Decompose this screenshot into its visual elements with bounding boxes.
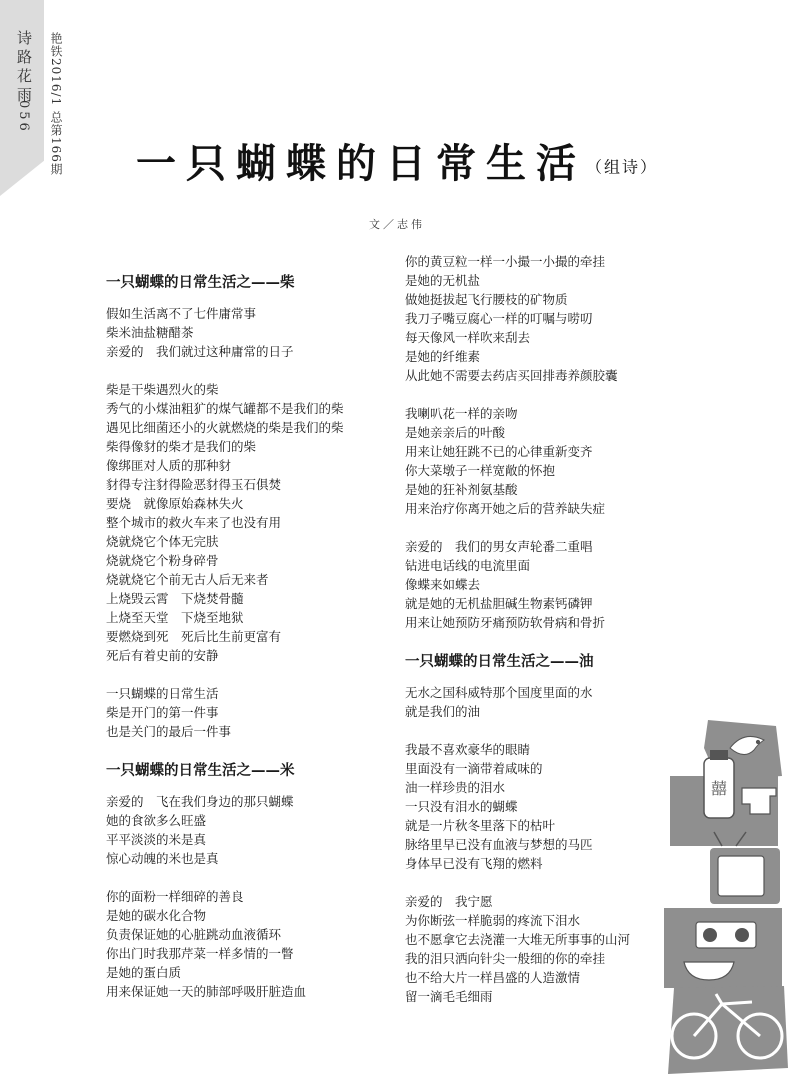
bookshelf-icon bbox=[670, 852, 689, 898]
poem-line: 里面没有一滴带着咸味的 bbox=[405, 761, 543, 776]
poem-line: 烧就烧它个体无完肤 bbox=[106, 534, 219, 549]
poem-line: 用来让她预防牙痛预防软骨病和骨折 bbox=[405, 615, 606, 630]
poem-line: 是她的纤维素 bbox=[405, 349, 481, 364]
poem-line: 要烧 就像原始森林失火 bbox=[106, 496, 244, 511]
poem-line: 从此她不需要去药店买回排毒养颜胶囊 bbox=[405, 368, 618, 383]
poem-line: 整个城市的救火车来了也没有用 bbox=[106, 515, 282, 530]
poem-line: 用来保证她一天的肺部呼吸肝脏造血 bbox=[106, 984, 307, 999]
poem-line: 豺得专注豺得险恶豺得玉石俱焚 bbox=[106, 477, 282, 492]
poem-line: 也不给大片一样昌盛的人造激情 bbox=[405, 970, 581, 985]
poem-line: 秀气的小煤油粗犷的煤气罐都不是我们的柴 bbox=[106, 401, 344, 416]
thermos-icon bbox=[704, 750, 734, 818]
poem-line: 我的泪只洒向针尖一般细的你的牵挂 bbox=[405, 951, 606, 966]
poem-line: 你出门时我那芹菜一样多情的一瞥 bbox=[106, 946, 294, 961]
poem-line: 为你断弦一样脆弱的疼流下泪水 bbox=[405, 913, 581, 928]
section-heading: 一只蝴蝶的日常生活之——柴 bbox=[106, 275, 295, 291]
stanza bbox=[106, 304, 406, 361]
stanza bbox=[106, 380, 406, 665]
poem-line: 用来让她狂跳不已的心律重新变齐 bbox=[405, 444, 593, 459]
poem-line: 就是她的无机盐胆碱生物素钙磷钾 bbox=[405, 596, 593, 611]
poem-line: 你大菜墩子一样宽敞的怀抱 bbox=[405, 463, 556, 478]
poem-line: 是她亲亲后的叶酸 bbox=[405, 425, 506, 440]
background-block-bottom bbox=[668, 986, 788, 1074]
poem-line: 是她的狂补剂氨基酸 bbox=[405, 482, 518, 497]
poem-line: 钻进电话线的电流里面 bbox=[405, 558, 531, 573]
poem-line: 柴是开门的第一件事 bbox=[106, 705, 219, 720]
poem-line: 是她的碳水化合物 bbox=[106, 908, 207, 923]
poem-line: 我喇叭花一样的亲吻 bbox=[405, 406, 518, 421]
stanza bbox=[405, 537, 705, 632]
poem-line: 死后有着史前的安静 bbox=[106, 648, 219, 663]
poem-line: 负责保证她的心脏跳动血液循环 bbox=[106, 927, 282, 942]
stanza bbox=[106, 792, 406, 868]
stanza bbox=[405, 683, 705, 721]
poem-line: 你的黄豆粒一样一小撮一小撮的牵挂 bbox=[405, 254, 606, 269]
poem-line: 用来治疗你离开她之后的营养缺失症 bbox=[405, 501, 606, 516]
poem-line: 是她的蛋白质 bbox=[106, 965, 182, 980]
poem-line: 留一滴毛毛细雨 bbox=[405, 989, 493, 1004]
poem-line: 做她挺拔起飞行腰枝的矿物质 bbox=[405, 292, 568, 307]
poem-line: 惊心动魄的米也是真 bbox=[106, 851, 219, 866]
section-name: 诗路花雨 bbox=[15, 30, 33, 106]
stanza bbox=[405, 404, 705, 518]
poem-line: 亲爱的 飞在我们身边的那只蝴蝶 bbox=[106, 794, 294, 809]
issue-info: 艳铁2016/1 总第166期 bbox=[49, 32, 63, 176]
poem-line: 平平淡淡的米是真 bbox=[106, 832, 207, 847]
thermos-label: 囍 bbox=[710, 779, 728, 798]
poem-line: 无水之国科威特那个国度里面的水 bbox=[405, 685, 593, 700]
poem-line: 亲爱的 我们的男女声轮番二重唱 bbox=[405, 539, 593, 554]
poem-line: 上烧毁云霄 下烧焚骨髓 bbox=[106, 591, 244, 606]
poem-line: 一只蝴蝶的日常生活 bbox=[106, 686, 219, 701]
poem-line: 像绑匪对人质的那种豺 bbox=[106, 458, 232, 473]
radio-icon bbox=[696, 922, 756, 948]
byline: 文／志伟 bbox=[369, 218, 425, 231]
stanza bbox=[106, 684, 406, 741]
poem-line: 就是一片秋冬里落下的枯叶 bbox=[405, 818, 556, 833]
poem-line: 我最不喜欢豪华的眼睛 bbox=[405, 742, 531, 757]
poem-line: 她的食欲多么旺盛 bbox=[106, 813, 207, 828]
poem-line: 你的面粉一样细碎的善良 bbox=[106, 889, 244, 904]
decorative-illustration bbox=[660, 718, 790, 1078]
poem-line: 柴得像豺的柴才是我们的柴 bbox=[106, 439, 257, 454]
stanza bbox=[405, 252, 705, 385]
poem-line: 我刀子嘴豆腐心一样的叮嘱与唠叨 bbox=[405, 311, 593, 326]
left-column bbox=[106, 266, 406, 1020]
poem-line: 像蝶来如蝶去 bbox=[405, 577, 481, 592]
section-heading: 一只蝴蝶的日常生活之——油 bbox=[405, 654, 594, 670]
poem-line: 柴米油盐糖醋茶 bbox=[106, 325, 194, 340]
poem-line: 身体早已没有飞翔的燃料 bbox=[405, 856, 543, 871]
poem-line: 也不愿拿它去浇灌一大堆无所事事的山河 bbox=[405, 932, 631, 947]
poem-line: 亲爱的 我们就过这种庸常的日子 bbox=[106, 344, 294, 359]
poem-line: 亲爱的 我宁愿 bbox=[405, 894, 493, 909]
poem-subtitle: （组诗） bbox=[585, 157, 658, 177]
poem-line: 上烧至天堂 下烧至地狱 bbox=[106, 610, 244, 625]
poem-title-text: 一只蝴蝶的日常生活 bbox=[135, 141, 586, 187]
poem-line: 是她的无机盐 bbox=[405, 273, 481, 288]
poem-title bbox=[0, 132, 794, 189]
poem-line: 脉络里早已没有血液与梦想的马匹 bbox=[405, 837, 593, 852]
poem-line: 油一样珍贵的泪水 bbox=[405, 780, 506, 795]
page-number: 056 bbox=[16, 100, 31, 134]
stanza bbox=[106, 887, 406, 1001]
poem-line: 烧就烧它个粉身碎骨 bbox=[106, 553, 219, 568]
poem-line: 每天像风一样吹来刮去 bbox=[405, 330, 531, 345]
poem-line: 一只没有泪水的蝴蝶 bbox=[405, 799, 518, 814]
poem-line: 也是关门的最后一件事 bbox=[106, 724, 232, 739]
poem-line: 遇见比细菌还小的火就燃烧的柴是我们的柴 bbox=[106, 420, 344, 435]
poem-line: 就是我们的油 bbox=[405, 704, 481, 719]
poem-line: 要燃烧到死 死后比生前更富有 bbox=[106, 629, 282, 644]
poem-line: 柴是干柴遇烈火的柴 bbox=[106, 382, 219, 397]
poem-line: 烧就烧它个前无古人后无来者 bbox=[106, 572, 269, 587]
section-heading: 一只蝴蝶的日常生活之——米 bbox=[106, 763, 295, 779]
poem-line: 假如生活离不了七件庸常事 bbox=[106, 306, 257, 321]
